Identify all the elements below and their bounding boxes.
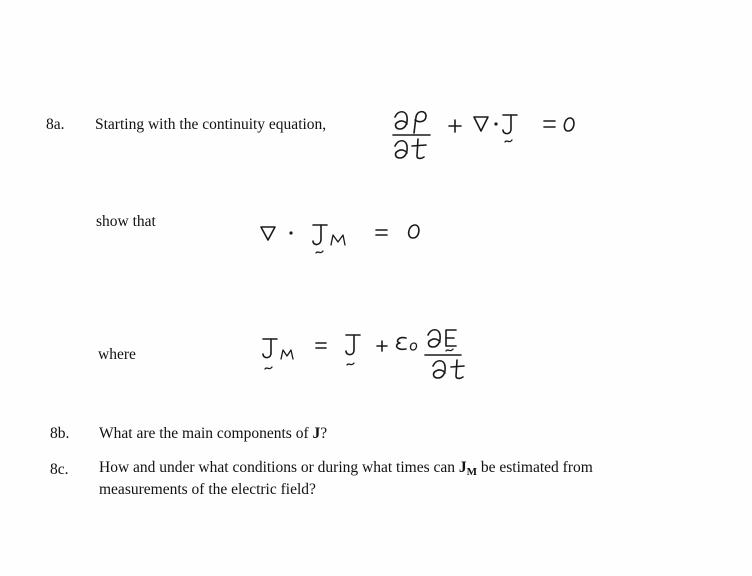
problem-8c-number: 8c.: [50, 461, 69, 478]
continuity-equation-handwritten: [390, 105, 600, 165]
problem-8a-text: Starting with the continuity equation,: [95, 116, 327, 133]
problem-8a-number: 8a.: [46, 116, 65, 133]
jm-definition-equation-handwritten: [258, 325, 488, 385]
current-density-symbol: J: [312, 425, 321, 442]
divergence-jm-equation-handwritten: [255, 215, 435, 265]
show-that-label: show that: [96, 213, 156, 230]
problem-8c-line1: [99, 458, 593, 479]
jm-symbol: J: [458, 459, 467, 476]
problem-8b-text: [99, 424, 327, 444]
problem-8b-text-after: ?: [320, 425, 328, 442]
problem-8c-line1-after: be estimated from: [477, 459, 593, 476]
problem-8c-line2: measurements of the electric field?: [99, 481, 316, 498]
problem-8b-number: 8b.: [50, 425, 70, 442]
where-label: where: [98, 346, 136, 363]
problem-8c-line1-before: How and under what conditions or during what times can: [99, 459, 459, 476]
problem-8b-text-before: What are the main components of: [99, 425, 313, 442]
jm-subscript: M: [466, 466, 478, 478]
